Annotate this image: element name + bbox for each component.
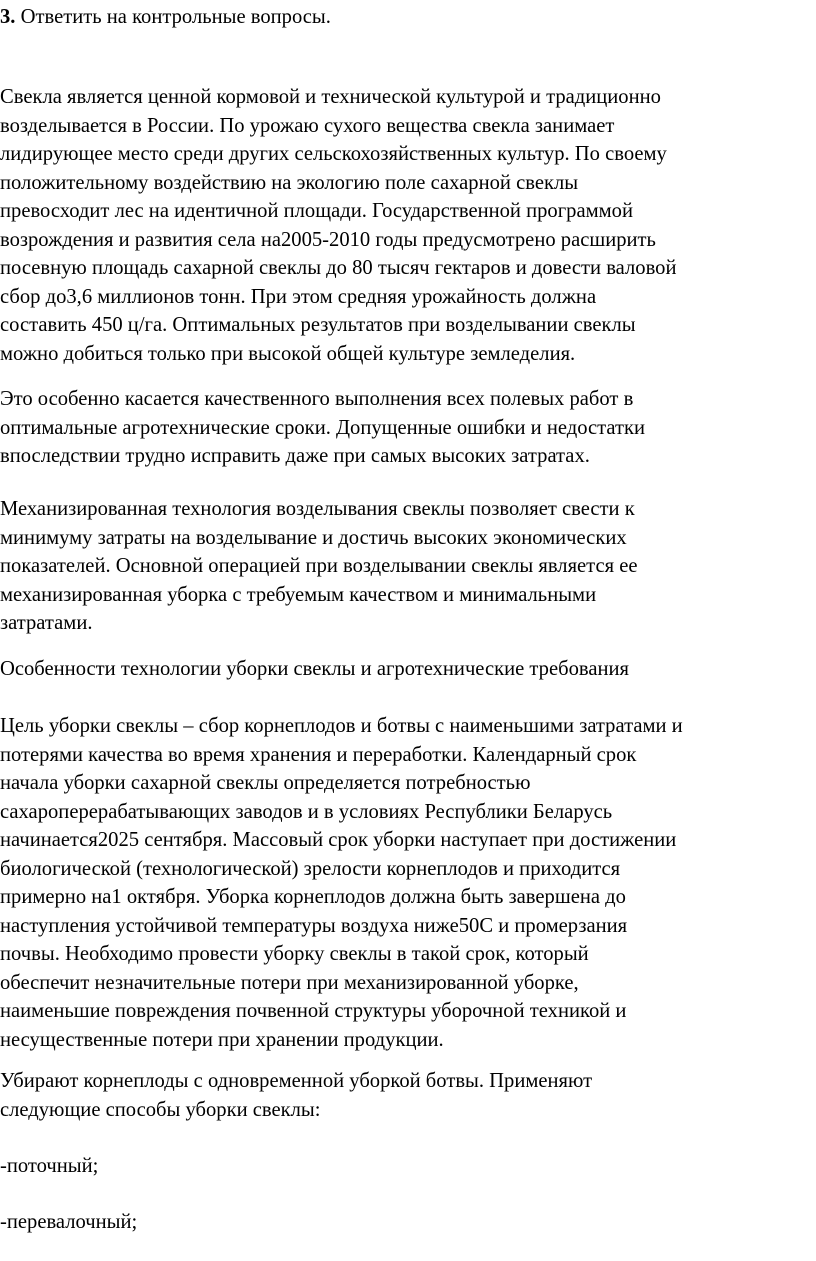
paragraph-3-line: минимуму затраты на возделывание и достичь высоких экономических [0, 526, 627, 549]
paragraph-1-line: составить 450 ц/га. Оптимальных результатов при возделывании свеклы [0, 314, 636, 336]
paragraph-1-line: посевную площадь сахарной свеклы до 80 тысяч гектаров и довести валовой [0, 257, 677, 279]
paragraph-5-line: потерями качества во время хранения и переработки. Календарный срок [0, 743, 637, 766]
paragraph-5-line: наименьшие повреждения почвенной структуры уборочной техникой и [0, 1000, 627, 1022]
paragraph-5-line: наступления устойчивой температуры воздуха ниже50С и промерзания [0, 914, 628, 937]
paragraph-1-line: возделывается в России. По урожаю сухого вещества свекла занимает [0, 114, 615, 137]
paragraph-3-line: Механизированная технология возделывания свеклы позволяет свести к [0, 498, 635, 520]
section-number: 3. [0, 6, 16, 28]
section-heading [0, 4, 331, 30]
paragraph-2-line: оптимальные агротехнические сроки. Допущенные ошибки и недостатки [0, 416, 646, 439]
paragraph-5-line: сахароперерабатывающих заводов и в условиях Республики Беларусь [0, 800, 613, 823]
paragraph-5-line: почвы. Необходимо провести уборку свеклы в такой срок, который [0, 943, 589, 965]
paragraph-2-line: впоследствии трудно исправить даже при самых высоких затратах. [0, 445, 590, 467]
paragraph-7-line: -поточный; [0, 1155, 99, 1177]
paragraph-4-line: Особенности технологии уборки свеклы и агротехнические требования [0, 658, 629, 680]
paragraph-5-line: примерно на1 октября. Уборка корнеплодов должна быть завершена до [0, 886, 626, 908]
paragraph-5-line: обеспечит незначительные потери при механизированной уборке, [0, 971, 579, 994]
paragraph-5-line: начинается2025 сентября. Массовый срок уборки наступает при достижении [0, 829, 677, 851]
paragraph-1-line: возрождения и развития села на2005-2010 годы предусмотрено расширить [0, 228, 656, 251]
paragraph-5-line: начала уборки сахарной свеклы определяется потребностью [0, 772, 531, 794]
paragraph-1-line: положительному воздействию на экологию поле сахарной свеклы [0, 171, 579, 194]
paragraph-8-line: -перевалочный; [0, 1211, 138, 1233]
paragraph-6-line: Убирают корнеплоды с одновременной уборкой ботвы. Применяют [0, 1070, 593, 1092]
section-title: Ответить на контрольные вопросы. [15, 6, 331, 28]
paragraph-1-line: сбор до3,6 миллионов тонн. При этом средняя урожайность должна [0, 285, 597, 308]
paragraph-5-line: Цель уборки свеклы – сбор корнеплодов и ботвы с наименьшими затратами и [0, 715, 683, 737]
paragraph-1-line: можно добиться только при высокой общей культуре земледелия. [0, 342, 576, 365]
paragraph-5-line: биологической (технологической) зрелости корнеплодов и приходится [0, 857, 621, 880]
paragraph-3-line: затратами. [0, 612, 93, 634]
paragraph-5-line: несущественные потери при хранении продукции. [0, 1028, 444, 1051]
paragraph-3-line: показателей. Основной операцией при возделывании свеклы является ее [0, 555, 638, 577]
paragraph-2-line: Это особенно касается качественного выполнения всех полевых работ в [0, 388, 634, 410]
paragraph-3-line: механизированная уборка с требуемым качеством и минимальными [0, 583, 597, 606]
paragraph-1-line: лидирующее место среди других сельскохозяйственных культур. По своему [0, 143, 667, 165]
paragraph-6-line: следующие способы уборки свеклы: [0, 1098, 321, 1121]
paragraph-1-line: превосходит лес на идентичной площади. Государственной программой [0, 200, 633, 222]
paragraph-1-line: Свекла является ценной кормовой и технической культурой и традиционно [0, 86, 661, 108]
